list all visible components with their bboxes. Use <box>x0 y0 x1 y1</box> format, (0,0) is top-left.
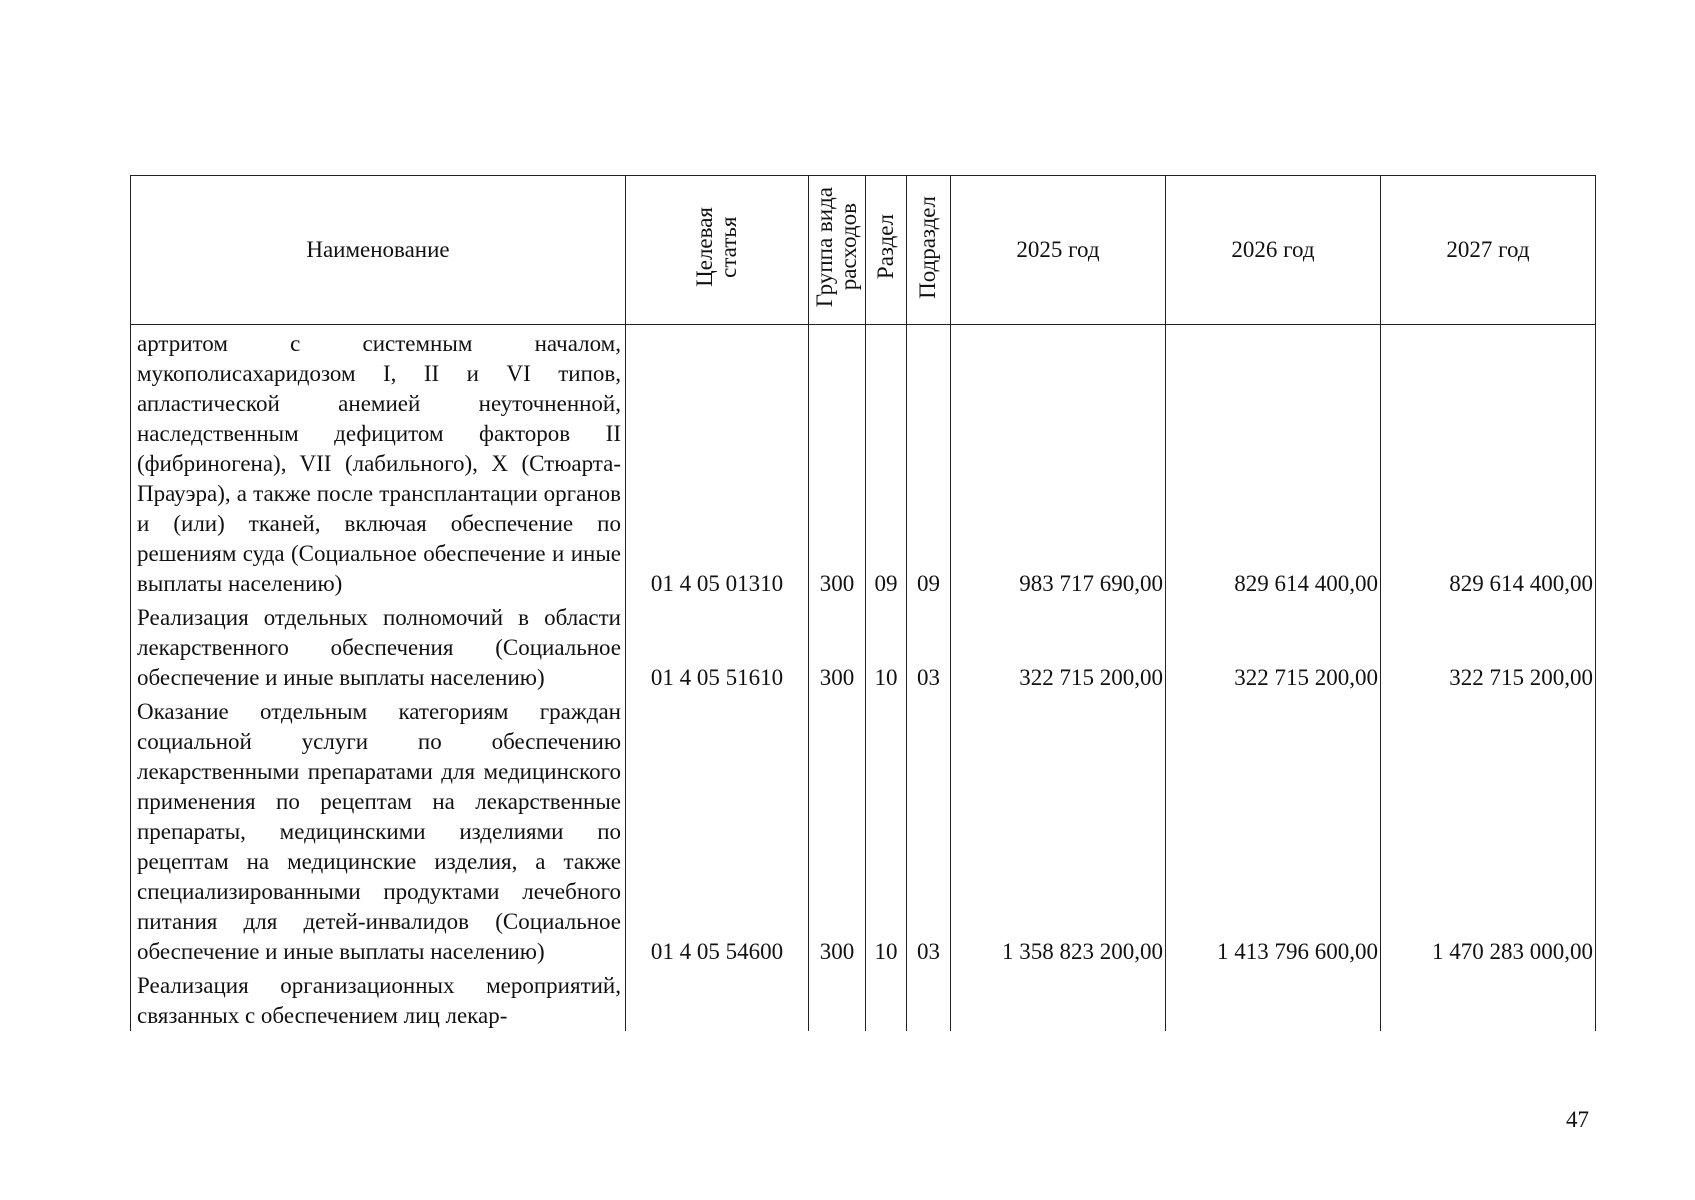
header-name: Наименование <box>131 176 626 325</box>
row-amount-2027 <box>1381 967 1596 1031</box>
row-amount-2025: 1 358 823 200,00 <box>951 693 1166 967</box>
row-target-article <box>626 967 809 1031</box>
row-subsection: 03 <box>907 693 951 967</box>
budget-table <box>130 175 1596 1031</box>
row-expense-group: 300 <box>809 599 866 693</box>
row-target-article: 01 4 05 01310 <box>626 325 809 600</box>
row-name: артритом с системным началом, мукополисахаридозом I, II и VI типов, апластической анемией неуточненной, наследственным дефицитом факторов II (фибриногена), VII (лабильного), X (Стюарта-Прауэра), а также после трансплантации органов и (или) тканей, включая обеспечение по решениям суда (Социальное обеспечение и иные выплаты населению) <box>131 325 626 600</box>
header-year-2027: 2027 год <box>1381 176 1596 325</box>
row-subsection: 03 <box>907 599 951 693</box>
row-amount-2026: 322 715 200,00 <box>1166 599 1381 693</box>
header-year-2026: 2026 год <box>1166 176 1381 325</box>
row-name: Реализация организационных мероприятий, связанных с обеспечением лиц лекар- <box>131 967 626 1031</box>
table-row <box>131 599 1596 693</box>
row-expense-group: 300 <box>809 693 866 967</box>
row-target-article: 01 4 05 54600 <box>626 693 809 967</box>
row-amount-2027: 322 715 200,00 <box>1381 599 1596 693</box>
page-number: 47 <box>1566 1107 1589 1132</box>
row-amount-2025: 322 715 200,00 <box>951 599 1166 693</box>
row-amount-2026: 1 413 796 600,00 <box>1166 693 1381 967</box>
header-expense-group: Группа вида расходов <box>809 176 866 325</box>
row-amount-2025: 983 717 690,00 <box>951 325 1166 600</box>
table-row <box>131 693 1596 967</box>
row-amount-2025 <box>951 967 1166 1031</box>
table-row <box>131 967 1596 1031</box>
row-target-article: 01 4 05 51610 <box>626 599 809 693</box>
header-subsection: Подраздел <box>907 176 951 325</box>
row-subsection: 09 <box>907 325 951 600</box>
row-amount-2026 <box>1166 967 1381 1031</box>
header-section: Раздел <box>866 176 907 325</box>
row-section: 10 <box>866 693 907 967</box>
row-amount-2027: 829 614 400,00 <box>1381 325 1596 600</box>
row-section: 09 <box>866 325 907 600</box>
header-year-2025: 2025 год <box>951 176 1166 325</box>
row-amount-2027: 1 470 283 000,00 <box>1381 693 1596 967</box>
table-header-row <box>131 176 1596 325</box>
header-target-article: Целевая статья <box>626 176 809 325</box>
row-expense-group: 300 <box>809 325 866 600</box>
table-row <box>131 325 1596 600</box>
row-name: Реализация отдельных полномочий в области лекарственного обеспечения (Социальное обеспечение и иные выплаты населению) <box>131 599 626 693</box>
row-name: Оказание отдельным категориям граждан социальной услуги по обеспечению лекарственными препаратами для медицинского применения по рецептам на лекарственные препараты, медицинскими изделиями по рецептам на медицинские изделия, а также специализированными продуктами лечебного питания для детей-инвалидов (Социальное обеспечение и иные выплаты населению) <box>131 693 626 967</box>
row-amount-2026: 829 614 400,00 <box>1166 325 1381 600</box>
row-section: 10 <box>866 599 907 693</box>
row-subsection <box>907 967 951 1031</box>
row-section <box>866 967 907 1031</box>
row-expense-group <box>809 967 866 1031</box>
